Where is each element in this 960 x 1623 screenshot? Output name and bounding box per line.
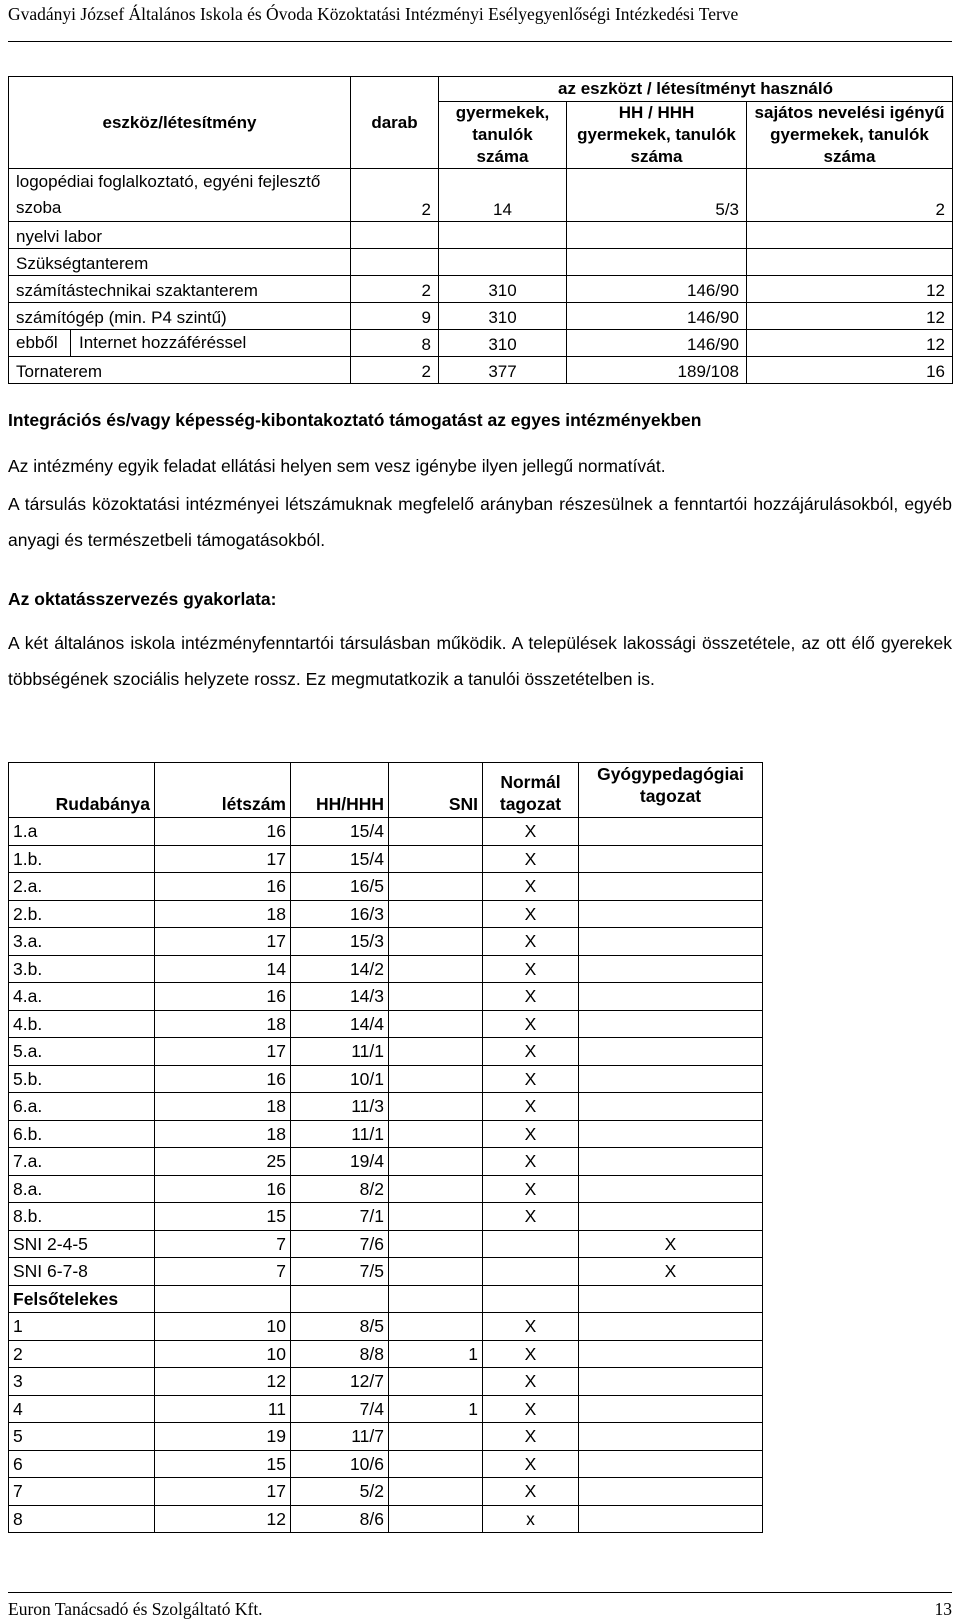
equipment-children: 310 [439, 276, 567, 303]
class-sni [389, 983, 483, 1011]
equipment-hh [567, 222, 747, 249]
col-header-group: az eszközt / létesítményt használó [439, 77, 953, 102]
class-hh: 14/2 [291, 955, 389, 983]
col-header-headcount: létszám [155, 763, 291, 818]
class-hh: 8/6 [291, 1505, 389, 1533]
class-hh: 14/3 [291, 983, 389, 1011]
class-row [9, 1038, 763, 1066]
class-normal [483, 1258, 579, 1286]
class-name: 3.b. [9, 955, 155, 983]
class-sni [389, 1368, 483, 1396]
class-special [579, 983, 763, 1011]
class-sni [389, 873, 483, 901]
class-special [579, 818, 763, 846]
class-headcount: 17 [155, 1478, 291, 1506]
equipment-row [9, 276, 953, 303]
class-normal: X [483, 1395, 579, 1423]
class-name: 7.a. [9, 1148, 155, 1176]
equipment-children [439, 222, 567, 249]
class-normal: X [483, 983, 579, 1011]
class-row [9, 818, 763, 846]
equipment-count: 9 [351, 303, 439, 330]
equipment-name: számítástechnikai szaktanterem [9, 276, 351, 303]
equipment-row [9, 169, 953, 222]
class-headcount: 16 [155, 1065, 291, 1093]
class-headcount: 18 [155, 900, 291, 928]
equipment-hh: 189/108 [567, 357, 747, 384]
class-sni [389, 818, 483, 846]
equipment-count: 2 [351, 276, 439, 303]
class-hh: 12/7 [291, 1368, 389, 1396]
equipment-row [9, 222, 953, 249]
class-normal: X [483, 1450, 579, 1478]
class-normal: X [483, 1313, 579, 1341]
class-hh: 10/6 [291, 1450, 389, 1478]
equipment-children: 310 [439, 303, 567, 330]
class-row [9, 1505, 763, 1533]
class-headcount [155, 1285, 291, 1313]
class-normal: X [483, 1423, 579, 1451]
page-footer [8, 1592, 952, 1623]
class-hh: 16/3 [291, 900, 389, 928]
equipment-sni: 12 [747, 330, 953, 357]
class-special [579, 1203, 763, 1231]
class-sni [389, 1148, 483, 1176]
class-headcount: 16 [155, 983, 291, 1011]
class-special [579, 900, 763, 928]
class-headcount: 17 [155, 1038, 291, 1066]
equipment-count [351, 249, 439, 276]
class-hh: 15/3 [291, 928, 389, 956]
class-name: 1.a [9, 818, 155, 846]
class-name: 8.a. [9, 1175, 155, 1203]
col-header-special: Gyógypedagógiai tagozat [579, 763, 763, 818]
class-headcount: 12 [155, 1505, 291, 1533]
class-name: 8 [9, 1505, 155, 1533]
equipment-row [9, 330, 953, 357]
class-sni [389, 1120, 483, 1148]
class-normal [483, 1230, 579, 1258]
equipment-name [9, 330, 351, 357]
class-headcount: 11 [155, 1395, 291, 1423]
class-headcount: 16 [155, 873, 291, 901]
class-hh: 7/1 [291, 1203, 389, 1231]
equipment-name: nyelvi labor [9, 222, 351, 249]
class-hh: 5/2 [291, 1478, 389, 1506]
class-sni [389, 1175, 483, 1203]
paragraph-normative: Az intézmény egyik feladat ellátási helyen sem vesz igénybe ilyen jellegű normatívát. [8, 456, 666, 476]
equipment-row [9, 357, 953, 384]
class-row [9, 1450, 763, 1478]
class-special [579, 845, 763, 873]
class-headcount: 7 [155, 1258, 291, 1286]
section-heading-organization: Az oktatásszervezés gyakorlata: [8, 589, 277, 609]
class-special: X [579, 1258, 763, 1286]
class-name: 5.a. [9, 1038, 155, 1066]
class-normal: X [483, 1148, 579, 1176]
class-row [9, 1285, 763, 1313]
class-special [579, 1038, 763, 1066]
class-sni [389, 1505, 483, 1533]
equipment-hh: 146/90 [567, 330, 747, 357]
col-header-sni2: SNI [389, 763, 483, 818]
class-hh: 8/8 [291, 1340, 389, 1368]
class-name: SNI 6-7-8 [9, 1258, 155, 1286]
class-headcount: 18 [155, 1093, 291, 1121]
class-sni [389, 1285, 483, 1313]
footer-company: Euron Tanácsadó és Szolgáltató Kft. [8, 1599, 263, 1619]
class-row [9, 1175, 763, 1203]
class-name: 1 [9, 1313, 155, 1341]
class-sni [389, 1010, 483, 1038]
class-sni [389, 845, 483, 873]
class-name: 2 [9, 1340, 155, 1368]
class-special [579, 1175, 763, 1203]
class-hh: 7/5 [291, 1258, 389, 1286]
class-normal: X [483, 955, 579, 983]
class-normal: X [483, 1203, 579, 1231]
equipment-name-prefix: ebből [9, 330, 71, 356]
class-normal: X [483, 1340, 579, 1368]
class-headcount: 15 [155, 1203, 291, 1231]
class-special [579, 1395, 763, 1423]
class-hh: 8/2 [291, 1175, 389, 1203]
equipment-sni: 12 [747, 303, 953, 330]
col-header-equipment: eszköz/létesítmény [9, 77, 351, 169]
class-row [9, 1148, 763, 1176]
class-headcount: 12 [155, 1368, 291, 1396]
class-normal: x [483, 1505, 579, 1533]
equipment-hh: 146/90 [567, 276, 747, 303]
equipment-count [351, 222, 439, 249]
class-row [9, 1065, 763, 1093]
class-name: 2.b. [9, 900, 155, 928]
class-normal: X [483, 845, 579, 873]
class-sni [389, 928, 483, 956]
class-normal: X [483, 1120, 579, 1148]
class-normal: X [483, 1175, 579, 1203]
page-header [8, 2, 952, 42]
class-hh: 15/4 [291, 818, 389, 846]
equipment-children: 310 [439, 330, 567, 357]
class-row [9, 1093, 763, 1121]
class-special [579, 1423, 763, 1451]
class-sni [389, 900, 483, 928]
class-special [579, 1313, 763, 1341]
equipment-name: logopédiai foglalkoztató, egyéni fejlesztő szoba [9, 169, 351, 222]
equipment-name-detail: Internet hozzáféréssel [79, 333, 247, 352]
class-special [579, 873, 763, 901]
class-normal: X [483, 1038, 579, 1066]
class-special [579, 955, 763, 983]
class-name: 3.a. [9, 928, 155, 956]
class-name: 5.b. [9, 1065, 155, 1093]
col-header-normal: Normál tagozat [483, 763, 579, 818]
class-special [579, 1065, 763, 1093]
class-name: 1.b. [9, 845, 155, 873]
class-name: 5 [9, 1423, 155, 1451]
class-headcount: 7 [155, 1230, 291, 1258]
class-hh: 7/4 [291, 1395, 389, 1423]
class-sni [389, 1093, 483, 1121]
class-row [9, 1395, 763, 1423]
class-row [9, 1340, 763, 1368]
class-headcount: 25 [155, 1148, 291, 1176]
paragraph-association: A társulás közoktatási intézményei létszámuknak megfelelő arányban részesülnek a fenntartói hozzájárulásokból, egyéb anyagi és természetbeli támogatásokból. [8, 494, 952, 550]
class-row [9, 928, 763, 956]
class-row [9, 900, 763, 928]
class-row [9, 1230, 763, 1258]
equipment-count: 2 [351, 357, 439, 384]
class-row [9, 983, 763, 1011]
class-name: 7 [9, 1478, 155, 1506]
class-special [579, 1368, 763, 1396]
class-hh: 14/4 [291, 1010, 389, 1038]
class-special [579, 1340, 763, 1368]
class-name: SNI 2-4-5 [9, 1230, 155, 1258]
class-hh [291, 1285, 389, 1313]
class-special [579, 1093, 763, 1121]
equipment-children [439, 249, 567, 276]
class-sni [389, 1450, 483, 1478]
class-normal: X [483, 1065, 579, 1093]
class-normal: X [483, 1478, 579, 1506]
class-normal: X [483, 818, 579, 846]
class-special [579, 928, 763, 956]
class-row [9, 1010, 763, 1038]
class-normal: X [483, 1368, 579, 1396]
class-sni: 1 [389, 1395, 483, 1423]
class-name: 3 [9, 1368, 155, 1396]
class-special [579, 1148, 763, 1176]
class-headcount: 19 [155, 1423, 291, 1451]
equipment-name: Szükségtanterem [9, 249, 351, 276]
class-row [9, 1258, 763, 1286]
equipment-children: 377 [439, 357, 567, 384]
class-normal: X [483, 1010, 579, 1038]
section-heading-integration: Integrációs és/vagy képesség-kibontakoztató támogatást az egyes intézményekben [8, 410, 702, 430]
class-hh: 11/1 [291, 1038, 389, 1066]
col-header-count: darab [351, 77, 439, 169]
equipment-name: Tornaterem [9, 357, 351, 384]
class-row [9, 1313, 763, 1341]
class-headcount: 16 [155, 1175, 291, 1203]
class-sni [389, 1230, 483, 1258]
class-header-row [9, 763, 763, 818]
equipment-hh [567, 249, 747, 276]
equipment-hh: 146/90 [567, 303, 747, 330]
class-special [579, 1450, 763, 1478]
class-normal: X [483, 928, 579, 956]
class-normal: X [483, 873, 579, 901]
class-sni [389, 1065, 483, 1093]
class-name: 6 [9, 1450, 155, 1478]
footer-page-number: 13 [934, 1599, 952, 1619]
header-title: Gvadányi József Általános Iskola és Óvoda Közoktatási Intézményi Esélyegyenlőségi Intézkedési Terve [8, 4, 739, 24]
equipment-sni: 2 [747, 169, 953, 222]
class-row [9, 1368, 763, 1396]
class-name: 4 [9, 1395, 155, 1423]
class-name: 8.b. [9, 1203, 155, 1231]
class-name: 4.a. [9, 983, 155, 1011]
class-name: 6.b. [9, 1120, 155, 1148]
class-hh: 8/5 [291, 1313, 389, 1341]
equipment-sni: 12 [747, 276, 953, 303]
class-sni [389, 1203, 483, 1231]
equipment-sni [747, 249, 953, 276]
class-normal [483, 1285, 579, 1313]
class-special [579, 1478, 763, 1506]
class-row [9, 1423, 763, 1451]
class-name: 4.b. [9, 1010, 155, 1038]
class-hh: 19/4 [291, 1148, 389, 1176]
equipment-children: 14 [439, 169, 567, 222]
class-hh: 11/1 [291, 1120, 389, 1148]
class-hh: 11/7 [291, 1423, 389, 1451]
class-special: X [579, 1230, 763, 1258]
class-hh: 15/4 [291, 845, 389, 873]
class-headcount: 14 [155, 955, 291, 983]
class-sni [389, 1258, 483, 1286]
class-row [9, 1120, 763, 1148]
class-hh: 7/6 [291, 1230, 389, 1258]
class-special [579, 1285, 763, 1313]
paragraph-organization: A két általános iskola intézményfenntartói társulásban működik. A települések lakossági összetétele, az ott élő gyerekek többségének szociális helyzete rossz. Ez megmutatkozik a tanulói összetételben is. [8, 633, 952, 689]
class-sni [389, 1038, 483, 1066]
class-row [9, 955, 763, 983]
equipment-hh: 5/3 [567, 169, 747, 222]
class-headcount: 17 [155, 845, 291, 873]
class-headcount: 15 [155, 1450, 291, 1478]
class-headcount: 18 [155, 1010, 291, 1038]
class-hh: 11/3 [291, 1093, 389, 1121]
class-special [579, 1010, 763, 1038]
col-header-rudabanya: Rudabánya [9, 763, 155, 818]
equipment-count: 8 [351, 330, 439, 357]
col-header-hh: HH / HHH gyermekek, tanulók száma [567, 102, 747, 169]
class-sni [389, 955, 483, 983]
class-special [579, 1120, 763, 1148]
col-header-hhhhh: HH/HHH [291, 763, 389, 818]
class-row [9, 845, 763, 873]
equipment-name: számítógép (min. P4 szintű) [9, 303, 351, 330]
equipment-count: 2 [351, 169, 439, 222]
equipment-sni [747, 222, 953, 249]
class-sni: 1 [389, 1340, 483, 1368]
class-normal: X [483, 900, 579, 928]
class-table [8, 762, 763, 1533]
class-row [9, 1203, 763, 1231]
equipment-sni: 16 [747, 357, 953, 384]
class-hh: 16/5 [291, 873, 389, 901]
class-sni [389, 1423, 483, 1451]
class-headcount: 16 [155, 818, 291, 846]
class-name: Felsőtelekes [9, 1285, 155, 1313]
col-header-children: gyermekek, tanulók száma [439, 102, 567, 169]
equipment-table [8, 76, 953, 384]
col-header-sni: sajátos nevelési igényű gyermekek, tanulók száma [747, 102, 953, 169]
class-hh: 10/1 [291, 1065, 389, 1093]
class-row [9, 873, 763, 901]
class-headcount: 10 [155, 1313, 291, 1341]
class-headcount: 10 [155, 1340, 291, 1368]
class-name: 2.a. [9, 873, 155, 901]
class-sni [389, 1313, 483, 1341]
class-name: 6.a. [9, 1093, 155, 1121]
class-sni [389, 1478, 483, 1506]
equipment-header-row-1 [9, 77, 953, 102]
class-normal: X [483, 1093, 579, 1121]
class-row [9, 1478, 763, 1506]
equipment-row [9, 303, 953, 330]
class-headcount: 18 [155, 1120, 291, 1148]
class-special [579, 1505, 763, 1533]
class-headcount: 17 [155, 928, 291, 956]
equipment-row [9, 249, 953, 276]
